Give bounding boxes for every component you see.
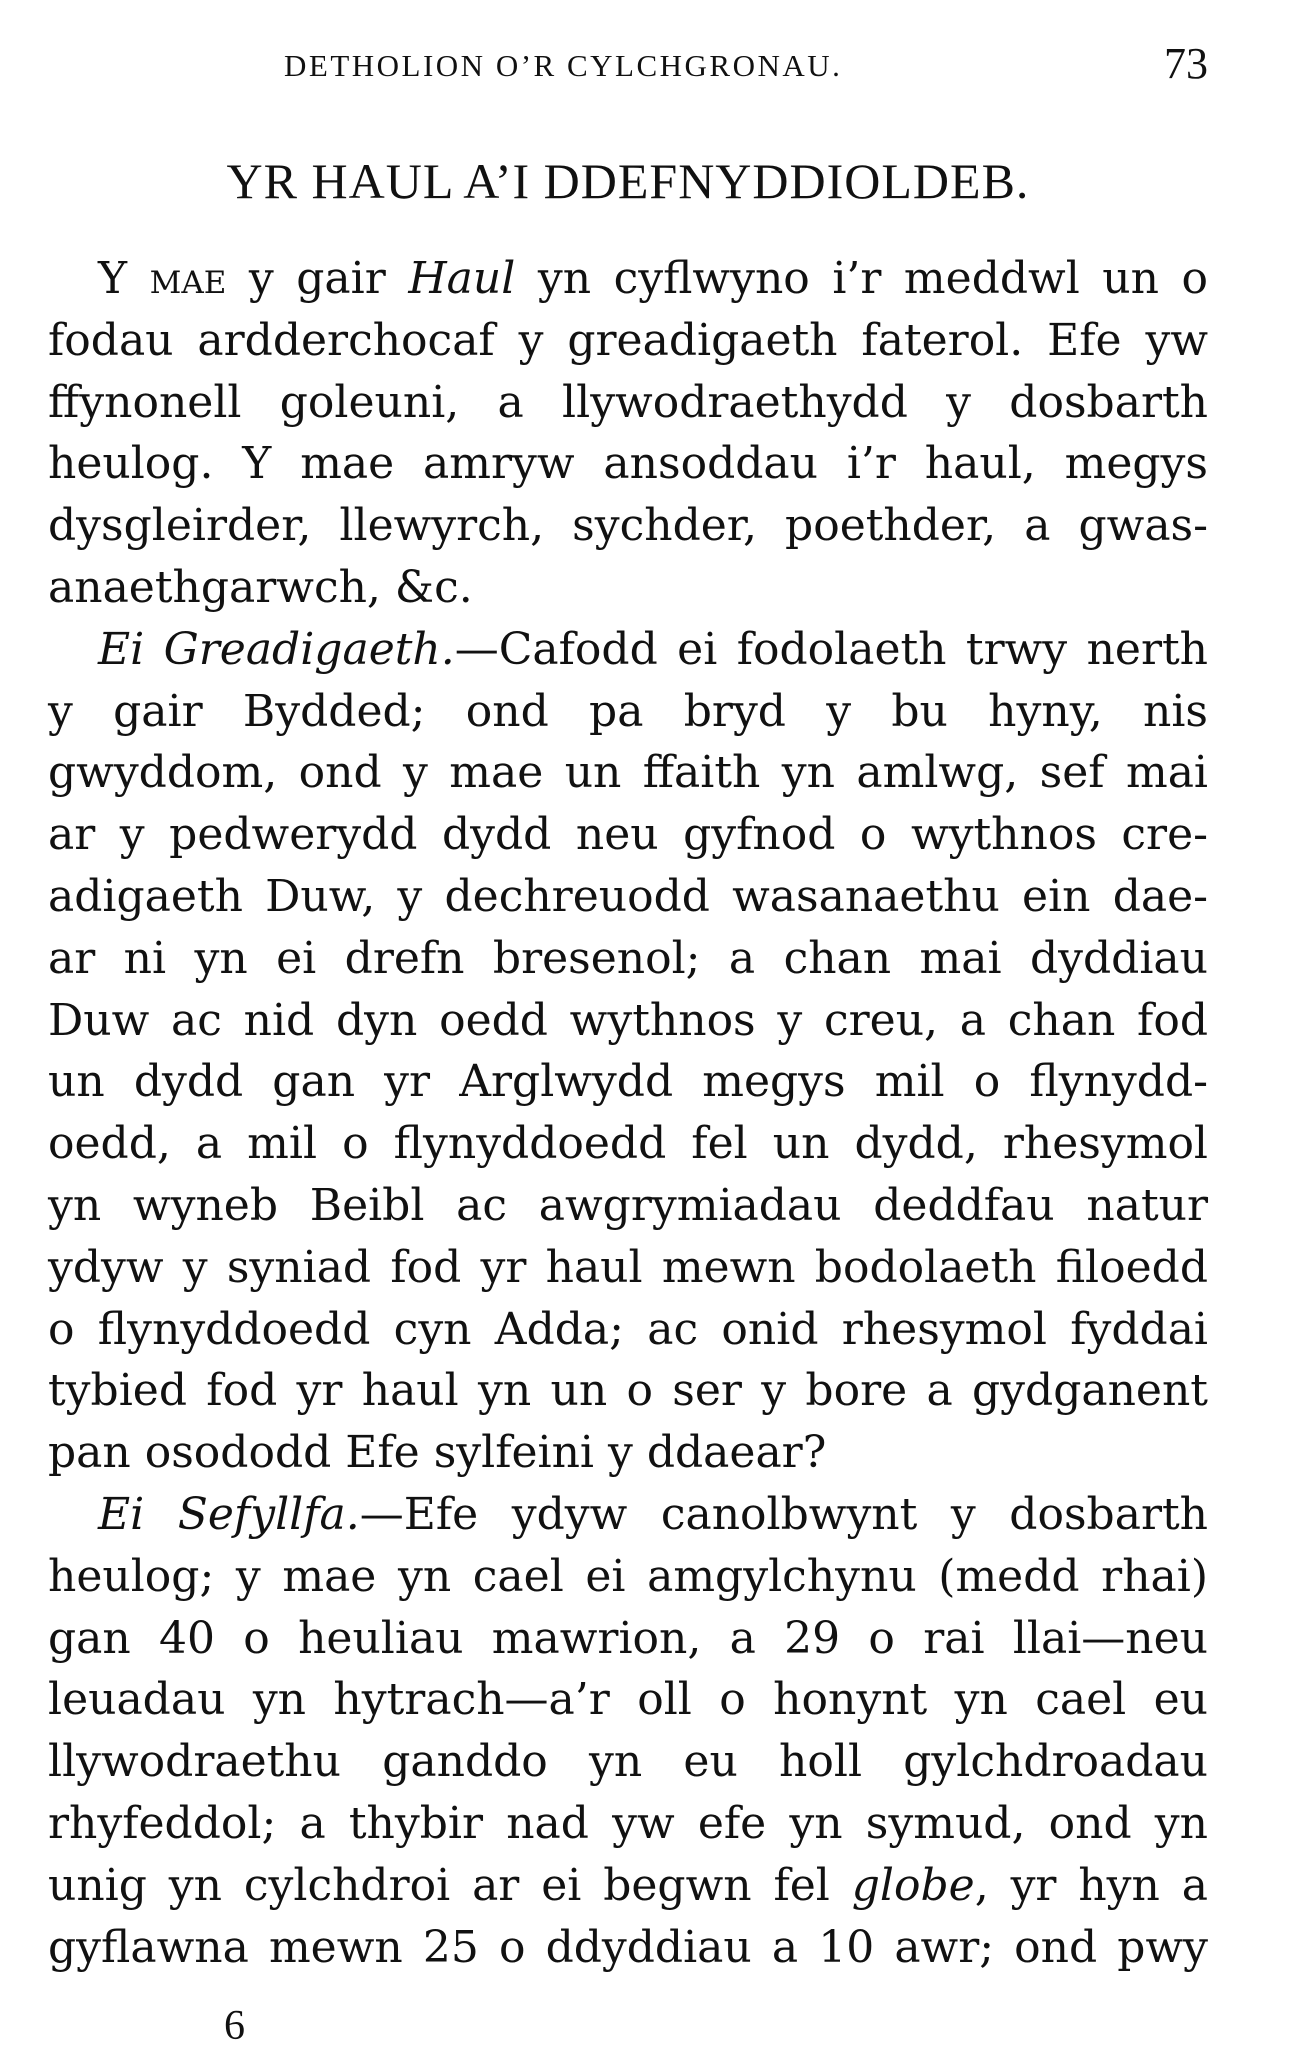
- text-line: dysgleirder, llewyrch, sychder, poethder, a gwas-: [48, 500, 1208, 552]
- text-line: ar y pedwerydd dydd neu gyfnod o wythnos cre-: [48, 809, 1208, 861]
- text-run: unig yn cylchdroi ar ei begwn fel: [48, 1859, 852, 1911]
- text-line: adigaeth Duw, y dechreuodd wasanaethu ein dae-: [48, 870, 1208, 922]
- paragraph-position: [48, 1484, 1208, 1978]
- text-run: yn cyflwyno i’r meddwl un o: [515, 253, 1208, 304]
- text-line: ar ni yn ei drefn bresenol; a chan mai dyddiau: [48, 932, 1208, 984]
- text-line: llywodraethu ganddo yn eu holl gylchdroadau: [48, 1736, 1208, 1788]
- text-line: anaethgarwch, &c.: [48, 561, 473, 613]
- text-line: tybied fod yr haul yn un o ser y bore a gydganent: [48, 1365, 1208, 1417]
- article-body: [48, 248, 1208, 1978]
- text-line: pan osododd Efe sylfeini y ddaear?: [48, 1427, 827, 1479]
- text-line: oedd, a mil o flynyddoedd fel un dydd, rhesymol: [48, 1118, 1208, 1170]
- emphasis-word: globe: [851, 1859, 975, 1911]
- article-title: YR HAUL A’I DDEFNYDDIOLDEB.: [226, 153, 1030, 209]
- text-line: rhyfeddol; a thybir nad yw efe yn symud, ond yn: [48, 1797, 1208, 1849]
- text-line: [48, 248, 1208, 310]
- section-heading: Ei Greadigaeth.: [98, 623, 455, 675]
- running-head: [48, 38, 1208, 88]
- page-number: 73: [1164, 39, 1208, 88]
- text-line: gyflawna mewn 25 o ddyddiau a 10 awr; ond pwy: [48, 1921, 1208, 1973]
- emphasis-word: Haul: [408, 253, 516, 304]
- drop-lead-words: Y mae: [98, 253, 227, 304]
- signature-mark: 6: [224, 2003, 245, 2049]
- text-line: [48, 619, 1208, 681]
- text-line: o flynyddoedd cyn Adda; ac onid rhesymol fyddai: [48, 1303, 1208, 1355]
- text-line: Duw ac nid dyn oedd wythnos y creu, a chan fod: [48, 994, 1208, 1046]
- text-line: gwyddom, ond y mae un ffaith yn amlwg, sef mai: [48, 747, 1208, 799]
- text-run: —Cafodd ei fodolaeth trwy nerth: [454, 623, 1208, 675]
- text-line: heulog. Y mae amryw ansoddau i’r haul, megys: [48, 438, 1208, 490]
- text-line: gan 40 o heuliau mawrion, a 29 o rai llai—neu: [48, 1612, 1208, 1664]
- text-line: yn wyneb Beibl ac awgrymiadau deddfau natur: [48, 1179, 1208, 1231]
- text-run: —Efe ydyw canolbwynt y dosbarth: [359, 1488, 1208, 1540]
- section-heading: Ei Sefyllfa.: [98, 1488, 360, 1540]
- text-run: y gair: [226, 253, 409, 304]
- text-line: ydyw y syniad fod yr haul mewn bodolaeth filoedd: [48, 1241, 1208, 1293]
- text-line: heulog; y mae yn cael ei amgylchynu (medd rhai): [48, 1550, 1208, 1602]
- running-title: DETHOLION O’R CYLCHGRONAU.: [284, 48, 843, 83]
- text-line: [48, 1484, 1208, 1546]
- text-line: [48, 1855, 1208, 1917]
- text-line: y gair Bydded; ond pa bryd y bu hyny, nis: [48, 685, 1208, 737]
- text-line: un dydd gan yr Arglwydd megys mil o flynydd-: [48, 1056, 1208, 1108]
- text-run: , yr hyn a: [974, 1859, 1208, 1911]
- paragraph-intro: [48, 248, 1208, 619]
- text-line: leuadau yn hytrach—a’r oll o honynt yn cael eu: [48, 1674, 1208, 1726]
- paragraph-creation: [48, 619, 1208, 1484]
- text-line: fodau ardderchocaf y greadigaeth faterol. Efe yw: [48, 314, 1208, 366]
- text-line: ffynonell goleuni, a llywodraethydd y dosbarth: [48, 376, 1208, 428]
